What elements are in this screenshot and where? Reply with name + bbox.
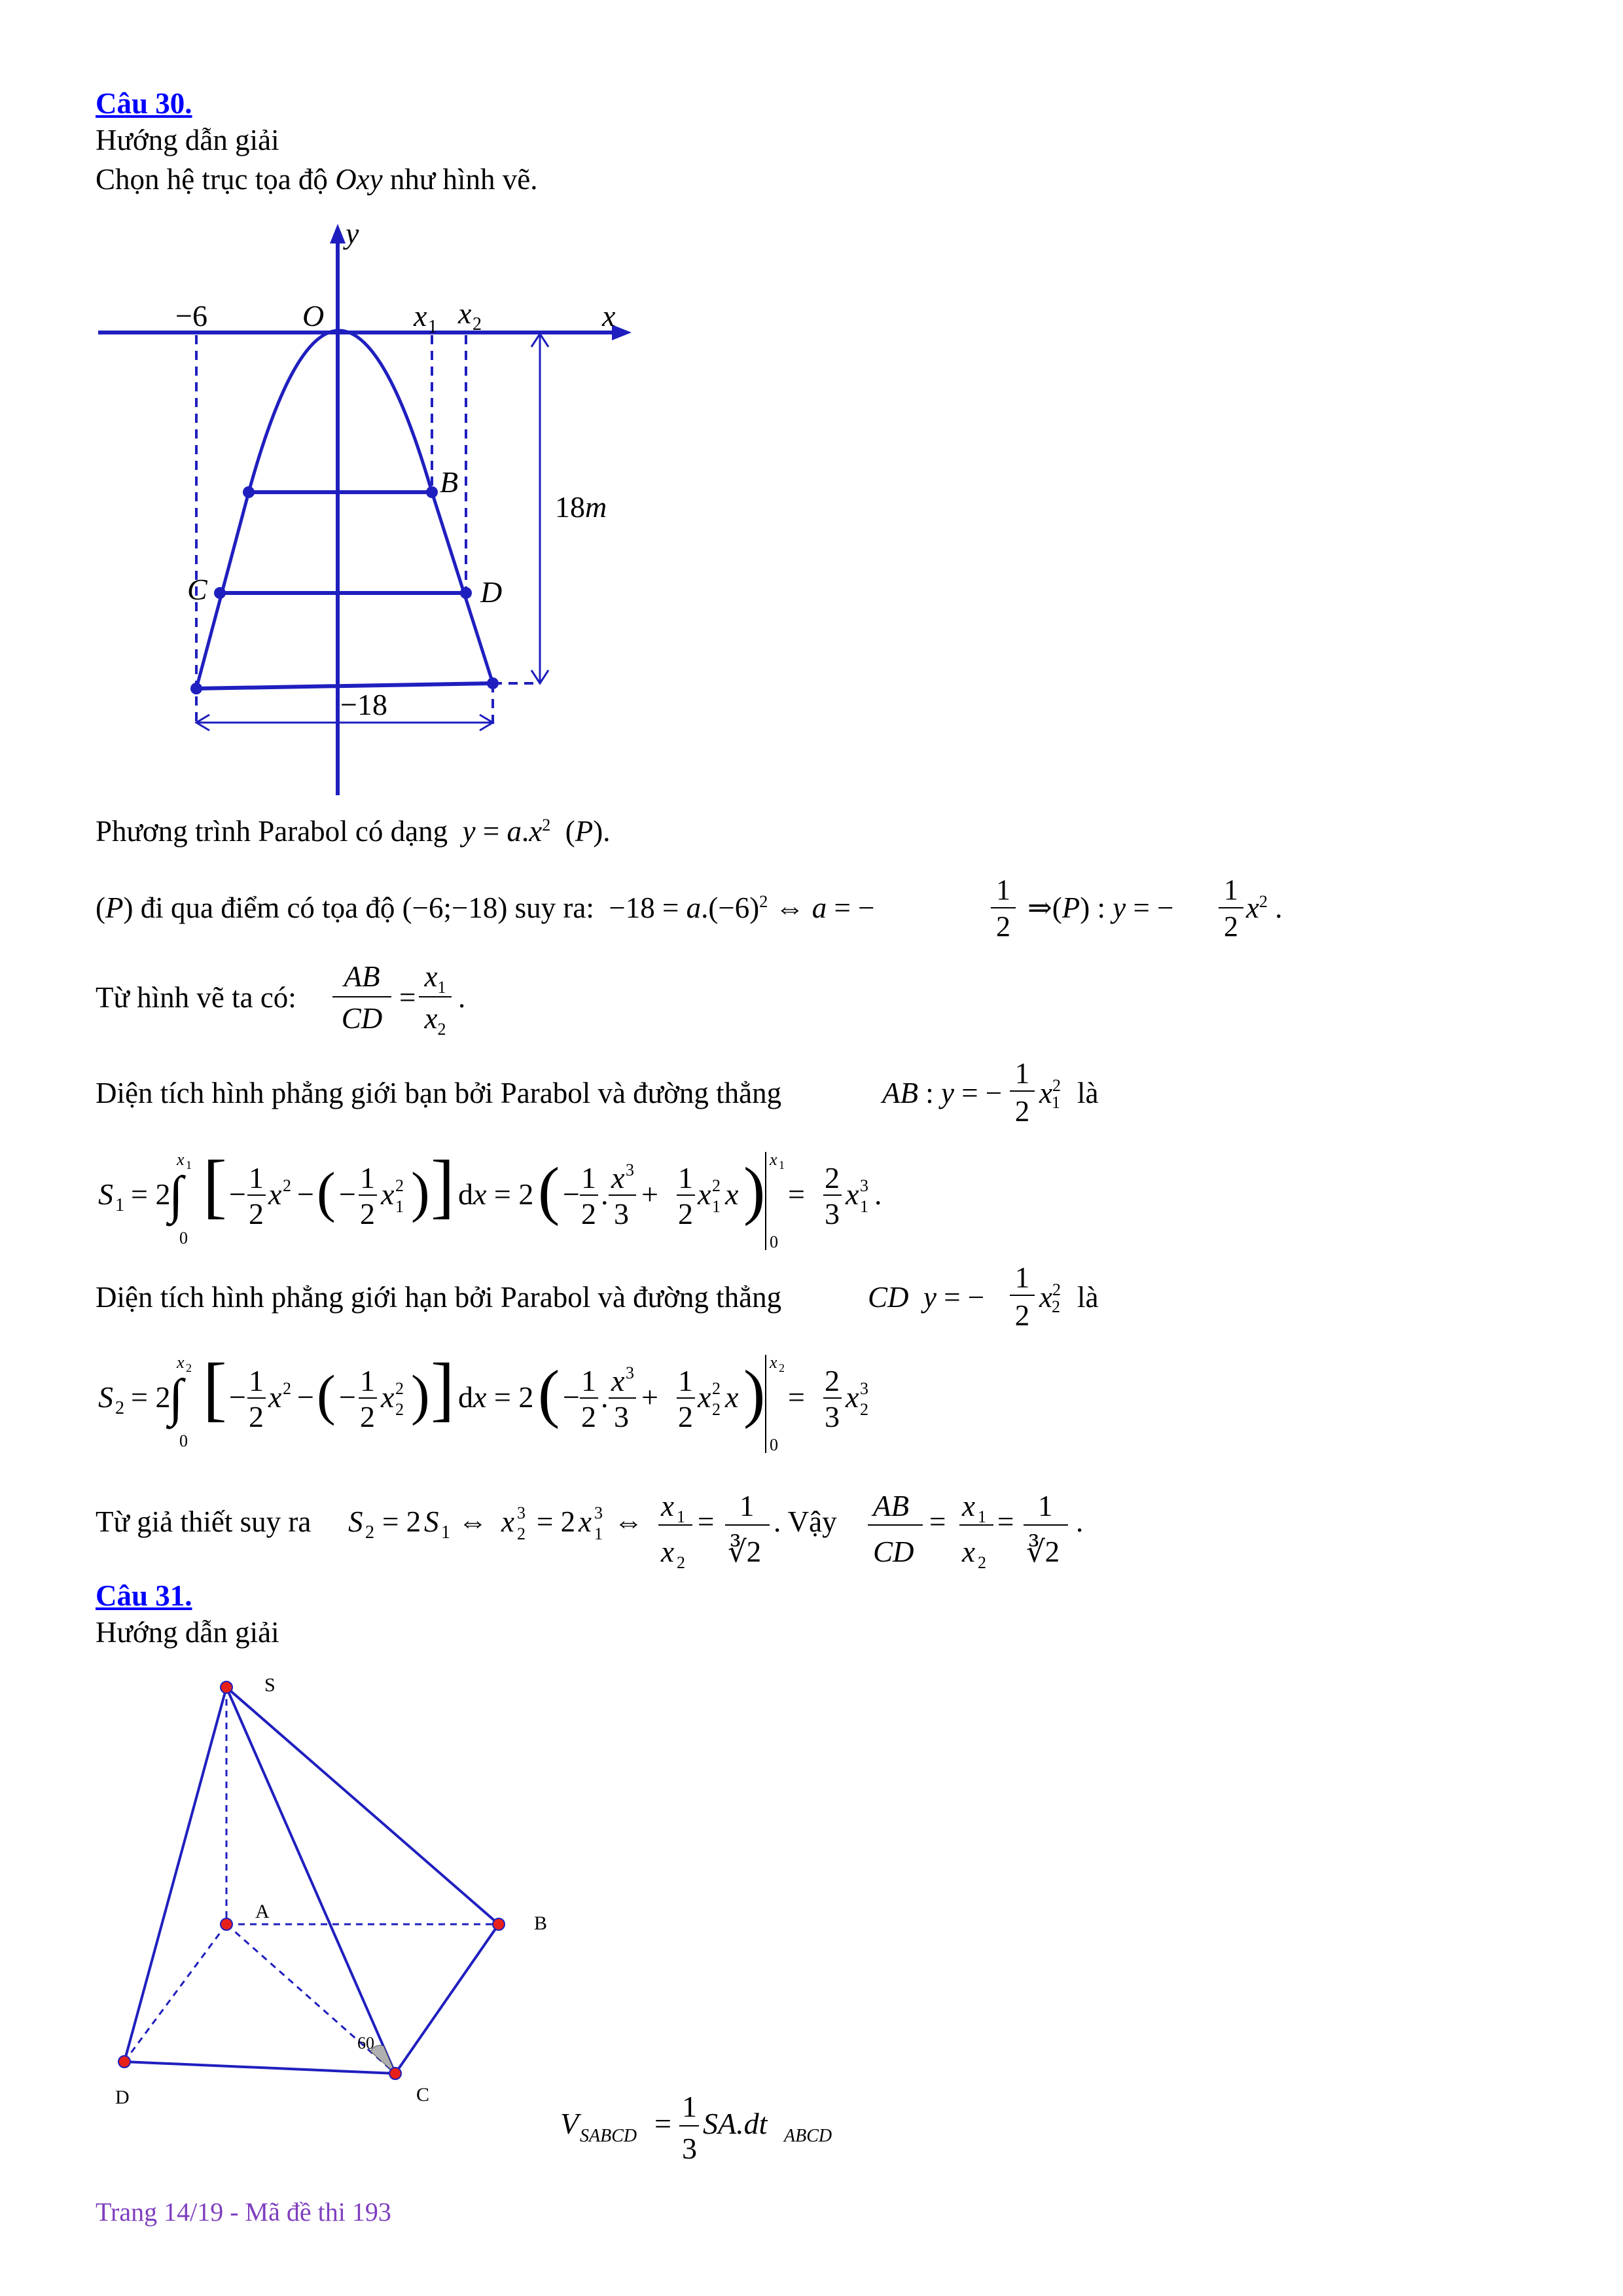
frac-ab-line-num: 1 [1014, 1057, 1030, 1090]
frac-x1x2-bar [419, 996, 452, 997]
q30-guide: Hướng dẫn giải [96, 124, 279, 156]
s1-rbrack: ] [431, 1145, 455, 1225]
point-bottom-left [190, 683, 202, 694]
c-eq1: = 2 [382, 1505, 421, 1538]
s2-f5n: 1 [678, 1364, 693, 1397]
s2-lower: 0 [179, 1431, 188, 1450]
frac-cd-line-bar [1010, 1295, 1035, 1296]
formula-x1sq: $x^21$ [1039, 1076, 1061, 1112]
q30-heading: Câu 30. [96, 87, 192, 120]
point-c-pyr [389, 2068, 401, 2079]
s1-f2d: 2 [360, 1197, 375, 1230]
page-footer: Trang 14/19 - Mã đề thi 193 [96, 2197, 391, 2227]
point-a [221, 1918, 232, 1930]
frac-a-bar [991, 907, 1016, 908]
label-x: x [602, 299, 616, 332]
s1-int: ∫ [169, 1166, 183, 1224]
label-height [555, 490, 607, 524]
s2-rbrack: ] [431, 1348, 455, 1428]
c-x1-sub: 1 [594, 1524, 603, 1543]
c-x2: x [501, 1505, 514, 1538]
s2-x: x [268, 1380, 282, 1414]
s1-x1-b-sub: 1 [712, 1197, 721, 1216]
point-d [460, 587, 472, 599]
s1-x-exp: 2 [283, 1176, 291, 1195]
frac-ab-line-den: 2 [1014, 1095, 1030, 1128]
c-end: . [1076, 1505, 1084, 1538]
parabola-curve [196, 331, 493, 689]
s1-lbrack: [ [203, 1145, 227, 1225]
point-d-pyr [118, 2056, 130, 2068]
s2-f4d: 3 [614, 1400, 629, 1433]
s1-x1-exp: 2 [395, 1176, 404, 1195]
s1-eq2: = [788, 1177, 805, 1211]
s2-x-b: x [725, 1380, 739, 1414]
c-s2: S [348, 1505, 363, 1538]
q30-line1-text: Phương trình Parabol có dạng [96, 815, 448, 848]
s1-minus4: − [563, 1177, 580, 1211]
s1-plus: + [641, 1177, 658, 1211]
s2-rparen: ) [411, 1363, 430, 1426]
label-d: D [480, 575, 503, 609]
s1-upper-sub: 1 [186, 1158, 192, 1172]
s2-sub: 2 [115, 1398, 124, 1418]
label-c-pyr: C [416, 2084, 430, 2106]
q30-line4-b: là [1077, 1077, 1099, 1109]
c-fa-den: x [661, 1535, 674, 1568]
s2-minus: − [229, 1380, 246, 1414]
s2-eq2: = [788, 1380, 805, 1414]
label-a: A [255, 1901, 270, 1922]
q31-guide: Hướng dẫn giải [96, 1616, 279, 1649]
s2-x2-exp: 2 [395, 1379, 404, 1398]
s2-eq: = 2 [131, 1380, 171, 1414]
v-v: V [560, 2107, 579, 2140]
label-c: C [187, 573, 207, 606]
s1-f4n: x [611, 1161, 625, 1194]
v-sa: SA.dt [703, 2107, 768, 2140]
q30-intro-oxy: Oxy [335, 163, 383, 196]
point-s [221, 1681, 232, 1693]
c-x1-exp: 3 [594, 1503, 603, 1522]
c-s2-sub: 2 [365, 1522, 374, 1543]
s2-f4n-exp: 3 [626, 1363, 634, 1382]
edge-ad [124, 1924, 226, 2062]
s1-rparen2: ) [743, 1154, 766, 1227]
label-height-unit: m [585, 490, 607, 524]
label-x1: x [414, 299, 427, 332]
c-x1: x [579, 1505, 592, 1538]
formula-parabola-form: $y = a.x^2$ (P). [462, 815, 611, 848]
q30-line1 [96, 817, 610, 846]
label-d-pyr: D [115, 2087, 130, 2108]
label-width: −18 [340, 688, 387, 721]
s1-x1-sub: 1 [395, 1197, 404, 1216]
label-b-pyr: B [534, 1912, 548, 1934]
s1-dot: . [601, 1177, 609, 1211]
q30-line5-a: Diện tích hình phẳng giới hạn bởi Parabol và đường thẳng [96, 1281, 782, 1314]
s1-f4d: 3 [614, 1197, 629, 1230]
s2-plus: + [641, 1380, 658, 1414]
s1-minus3: − [339, 1177, 356, 1211]
eq-sign-1: = [399, 981, 416, 1014]
s1-x: x [268, 1177, 282, 1211]
label-height-value: 18 [555, 490, 585, 524]
s1-f1d: 2 [249, 1197, 264, 1230]
c-fc-num: AB [873, 1490, 909, 1522]
frac-ab-line-bar [1010, 1090, 1035, 1092]
c-fa-num: x [661, 1490, 674, 1522]
s1-lower: 0 [179, 1229, 188, 1247]
s1-f6d: 3 [825, 1197, 840, 1230]
c-x2-exp: 3 [517, 1503, 526, 1522]
s2-lparen2: ( [538, 1357, 560, 1429]
s1-eval-lower: 0 [770, 1232, 778, 1251]
s2-rparen2: ) [743, 1357, 766, 1429]
edge-sd [124, 1687, 226, 2062]
frac-ab-num: AB [344, 960, 380, 993]
c-fe-num: 1 [1038, 1490, 1053, 1522]
s2-f4n: x [611, 1364, 625, 1397]
label-x2-sub: 2 [473, 314, 482, 334]
q31-heading: Câu 31. [96, 1579, 192, 1612]
c-fe-den: ∛2 [1026, 1535, 1060, 1568]
label-b: B [440, 465, 459, 499]
frac-x1-num: $x_1$ [424, 960, 446, 997]
c-x2-sub: 2 [517, 1524, 526, 1543]
y-axis-arrow [330, 224, 346, 243]
c-eq2: = 2 [537, 1505, 576, 1538]
formula-p-result: ⇒(P) : y = − [1027, 891, 1174, 924]
s2-res-sub: 2 [860, 1400, 868, 1419]
s2-x-exp: 2 [283, 1379, 291, 1398]
c-eq4: = [929, 1505, 946, 1538]
label-y: y [346, 217, 359, 250]
s1-f5d: 2 [678, 1197, 693, 1230]
s2-f1n: 1 [249, 1364, 264, 1397]
v-num: 1 [682, 2090, 697, 2123]
v-den: 3 [682, 2132, 697, 2165]
s1-minus: − [229, 1177, 246, 1211]
q30-line2-a: đi qua điểm có tọa độ [140, 891, 395, 924]
c-eq5: = [997, 1505, 1014, 1538]
s2-dx: dx = 2 [458, 1380, 534, 1414]
s1-res-sub: 1 [860, 1197, 868, 1216]
c-iff2: ⇔ [614, 1505, 643, 1538]
formula-point: (−6;−18) [402, 891, 508, 924]
s1-lparen2: ( [538, 1154, 560, 1227]
s2-int: ∫ [169, 1369, 183, 1427]
label-minus6: −6 [175, 299, 207, 332]
s1-f3d: 2 [581, 1197, 596, 1230]
s2-s: S [98, 1380, 113, 1414]
period-1: . [458, 981, 466, 1014]
point-bottom-right [487, 677, 499, 689]
c-fd-den-sub: 2 [978, 1553, 986, 1572]
label-origin: O [302, 299, 325, 332]
s2-upper: x [177, 1353, 185, 1372]
frac-abcd-bar [332, 996, 391, 997]
s2-minus2: − [297, 1380, 314, 1414]
s2-minus3: − [339, 1380, 356, 1414]
s1-x1: x [381, 1177, 395, 1211]
s1-eval-upper-sub: 1 [779, 1158, 785, 1172]
c-fd-num-sub: 1 [978, 1507, 986, 1526]
point-c [214, 587, 226, 599]
formula-solve-a: $-18 = a.(-6)^2$ ⇔ a = − [601, 891, 875, 924]
frac-p-den: 2 [1224, 910, 1238, 942]
formula-cd-line: CD y = − [868, 1281, 985, 1314]
s1-lparen: ( [317, 1160, 336, 1223]
edge-cb [395, 1924, 499, 2073]
q30-intro-b: như hình vẽ. [382, 163, 538, 196]
s1-f6n: 2 [825, 1161, 840, 1194]
formula-p-x2: $x^2$ . [1246, 891, 1283, 924]
c-fa-den-sub: 2 [677, 1553, 685, 1572]
c-fa-num-sub: 1 [677, 1507, 685, 1526]
s2-f3d: 2 [581, 1400, 596, 1433]
q30-line6-a: Từ giả thiết suy ra [96, 1505, 312, 1538]
v-sub: SABCD [580, 2126, 637, 2146]
s2-lparen: ( [317, 1363, 336, 1426]
c-eq3: = [698, 1505, 715, 1538]
c-fd-den: x [962, 1535, 975, 1568]
c-fc-den: CD [873, 1535, 914, 1568]
s2-f2n: 1 [360, 1364, 375, 1397]
q30-line5-b: là [1077, 1281, 1099, 1314]
edge-dc [124, 2062, 395, 2073]
s1-f3n: 1 [581, 1161, 596, 1194]
s2-eval-upper-sub: 2 [779, 1361, 785, 1374]
point-b [426, 486, 438, 498]
v-eq: = [654, 2107, 671, 2140]
s1-x-b: x [725, 1177, 739, 1211]
frac-p-num: 1 [1224, 874, 1238, 906]
s2-x2-b: x [698, 1380, 711, 1414]
formula-p-label: (P) [96, 891, 134, 924]
c-fb-num: 1 [740, 1490, 755, 1522]
parabola-figure [0, 0, 1623, 812]
c-fb-den: ∛2 [728, 1535, 762, 1568]
s2-minus4: − [563, 1380, 580, 1414]
s1-f1n: 1 [249, 1161, 264, 1194]
s2-f1d: 2 [249, 1400, 264, 1433]
s2-res-exp: 3 [860, 1379, 868, 1398]
s2-eval-lower: 0 [770, 1435, 778, 1454]
point-left-ab [243, 486, 255, 498]
integral-s2 [0, 1342, 1623, 1466]
edge-sb [226, 1687, 499, 1924]
s2-x2: x [381, 1380, 395, 1414]
s1-eval-upper: x [770, 1150, 777, 1169]
point-b-pyr [493, 1918, 505, 1930]
s2-f3n: 1 [581, 1364, 596, 1397]
s1-f4n-exp: 3 [626, 1160, 634, 1179]
s2-f5d: 2 [678, 1400, 693, 1433]
s2-res: x [846, 1380, 859, 1414]
label-x1-sub: 1 [428, 317, 437, 337]
s1-end: . [874, 1177, 882, 1211]
label-s: S [264, 1674, 276, 1696]
s2-x2-sub: 2 [395, 1400, 404, 1419]
q30-line4-a: Diện tích hình phẳng giới bạn bởi Parabol và đường thẳng [96, 1077, 782, 1109]
c-fd-num: x [962, 1490, 975, 1522]
pyramid-figure [0, 1649, 1623, 2108]
c-s1-sub: 1 [441, 1522, 450, 1543]
frac-a-den: 2 [996, 910, 1010, 942]
s1-x1-b-exp: 2 [712, 1176, 721, 1195]
frac-cd-line-num: 1 [1014, 1261, 1030, 1294]
integral-s1 [0, 1139, 1623, 1263]
formula-ab-line: AB : y = − [882, 1077, 1003, 1109]
frac-x2-den: $x_2$ [424, 1002, 446, 1039]
s1-sub: 1 [115, 1195, 124, 1215]
s2-upper-sub: 2 [186, 1361, 192, 1374]
s1-f2n: 1 [360, 1161, 375, 1194]
formula-x2sq: $x^22$ [1039, 1280, 1061, 1316]
s1-dx: dx = 2 [458, 1177, 534, 1211]
s1-x1-b: x [698, 1177, 711, 1211]
s1-res-exp: 3 [860, 1176, 868, 1195]
conclusion-line [0, 1466, 1623, 1584]
volume-formula [0, 2081, 1623, 2186]
s2-f6n: 2 [825, 1364, 840, 1397]
q30-intro-a: Chọn hệ trục tọa độ [96, 163, 336, 196]
c-s1: S [424, 1505, 439, 1538]
s2-f6d: 3 [825, 1400, 840, 1433]
s1-s: S [98, 1177, 113, 1211]
s2-lbrack: [ [203, 1348, 227, 1428]
frac-cd-den: CD [341, 1002, 383, 1035]
s1-minus2: − [297, 1177, 314, 1211]
s1-res: x [846, 1177, 859, 1211]
s1-eq: = 2 [131, 1177, 171, 1211]
q30-line3: Từ hình vẽ ta có: [96, 981, 296, 1014]
q30-line2 [96, 893, 875, 923]
s1-rparen: ) [411, 1160, 430, 1223]
frac-p-bar [1219, 907, 1243, 908]
frac-a-num: 1 [996, 874, 1010, 906]
s2-eval-upper: x [770, 1353, 777, 1372]
s2-dot: . [601, 1380, 609, 1414]
q30-line2-b: suy ra: [514, 891, 594, 924]
s2-f2d: 2 [360, 1400, 375, 1433]
s2-x2-b-sub: 2 [712, 1400, 721, 1419]
s1-f5n: 1 [678, 1161, 693, 1194]
label-x2: x [458, 296, 472, 330]
frac-cd-line-den: 2 [1014, 1299, 1030, 1332]
v-dt-sub: ABCD [784, 2126, 832, 2146]
s1-upper: x [177, 1150, 185, 1169]
s2-x2-b-exp: 2 [712, 1379, 721, 1398]
q30-line6-b: . Vậy [774, 1505, 837, 1538]
edge-sc [226, 1687, 395, 2073]
label-angle: 60 [357, 2034, 374, 2053]
c-iff1: ⇔ [458, 1505, 488, 1538]
